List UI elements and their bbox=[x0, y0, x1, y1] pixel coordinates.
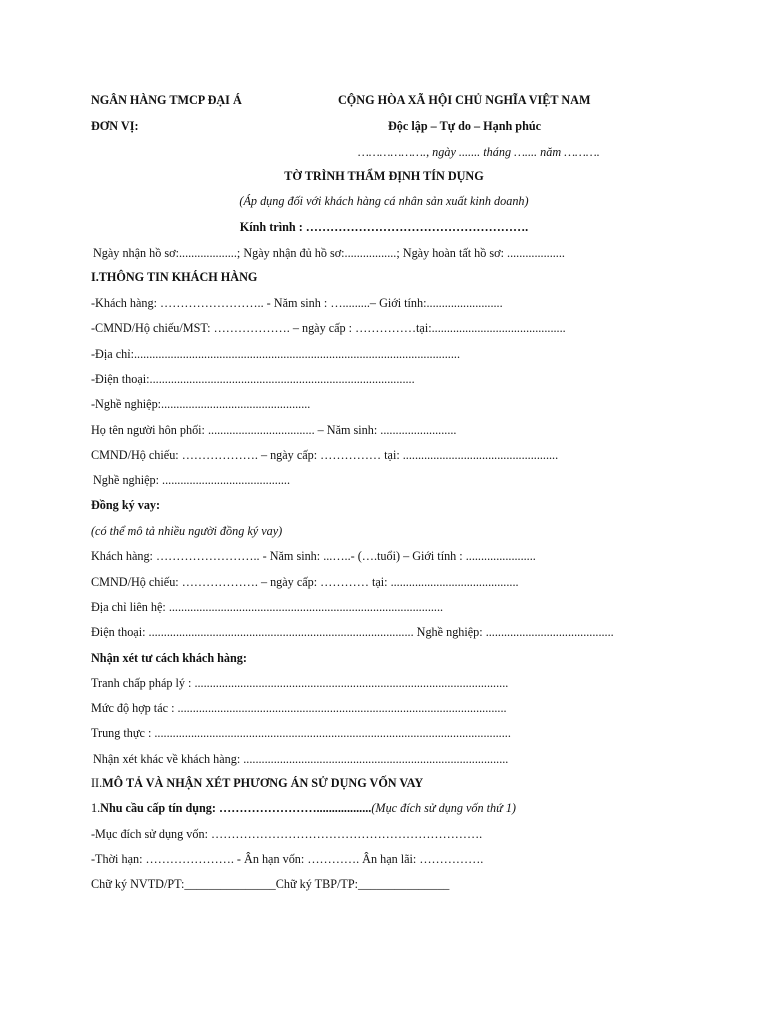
customer-address-line: -Địa chỉ:........................................................................................................... bbox=[91, 347, 460, 361]
addressee-line: Kính trình : ………………………………………………. bbox=[239, 220, 529, 234]
coborrower-phone-line: Điện thoại: ....................................................................................... Nghề nghiệp: .......................................... bbox=[91, 625, 614, 639]
credit-need-note: (Mục đích sử dụng vốn thứ 1) bbox=[371, 801, 516, 815]
bank-name: NGÂN HÀNG TMCP ĐẠI Á bbox=[91, 93, 242, 107]
national-motto: Độc lập – Tự do – Hạnh phúc bbox=[388, 119, 542, 133]
customer-job-line: -Nghề nghiệp:................................................. bbox=[91, 397, 311, 411]
legal-dispute-line: Tranh chấp pháp lý : ....................................................................................................... bbox=[91, 676, 509, 690]
date-line: ………………., ngày ....... tháng ….... năm ………. bbox=[358, 145, 600, 159]
loan-term-line: -Thời hạn: …………………. - Ân hạn vốn: …………. Ân hạn lãi: ……………. bbox=[91, 852, 484, 866]
credit-need-number: 1. bbox=[91, 801, 101, 815]
cooperation-line: Mức độ hợp tác : ............................................................................................................ bbox=[91, 701, 507, 715]
section2-title: MÔ TẢ VÀ NHẬN XÉT PHƯƠNG ÁN SỬ DỤNG VỐN VAY bbox=[102, 776, 424, 790]
spouse-id-line: CMND/Hộ chiếu: ………………. – ngày cấp: …………… tại: ................................................... bbox=[91, 448, 559, 462]
customer-line: -Khách hàng: …………………….. - Năm sinh : ….........– Giới tính:......................... bbox=[91, 296, 503, 310]
honesty-line: Trung thực : ..................................................................................................................... bbox=[91, 726, 511, 740]
customer-id-line: -CMND/Hộ chiếu/MST: ………………. – ngày cấp : ……………tại:............................................ bbox=[91, 321, 566, 335]
document-title: TỜ TRÌNH THẨM ĐỊNH TÍN DỤNG bbox=[284, 169, 484, 183]
section1-heading: I.THÔNG TIN KHÁCH HÀNG bbox=[91, 270, 258, 284]
coborrower-heading: Đồng ký vay: bbox=[91, 498, 161, 512]
customer-phone-line: -Điện thoại:....................................................................................... bbox=[91, 372, 415, 386]
credit-need-label: Nhu cầu cấp tín dụng: …………………….................. bbox=[100, 801, 372, 815]
unit-label: ĐƠN VỊ: bbox=[91, 119, 139, 133]
country-name: CỘNG HÒA XÃ HỘI CHỦ NGHĨA VIỆT NAM bbox=[338, 93, 591, 107]
spouse-job-line: Nghề nghiệp: .......................................... bbox=[93, 473, 291, 487]
receipt-dates: Ngày nhận hồ sơ:...................; Ngày nhận đủ hồ sơ:.................; Ngày hoàn tất hồ sơ: ................... bbox=[93, 246, 565, 260]
coborrower-note: (có thể mô tả nhiều người đồng ký vay) bbox=[91, 524, 283, 538]
coborrower-id-line: CMND/Hộ chiếu: ………………. – ngày cấp: ………… tại: .......................................... bbox=[91, 575, 519, 589]
section2-number: II. bbox=[91, 776, 103, 790]
coborrower-customer-line: Khách hàng: …………………….. - Năm sinh: ...…..- (….tuổi) – Giới tính : ....................... bbox=[91, 549, 536, 563]
spouse-name-line: Họ tên người hôn phối: ................................... – Năm sinh: ......................... bbox=[91, 423, 457, 437]
loan-purpose-line: -Mục đích sử dụng vốn: …………………………………………………………. bbox=[91, 827, 483, 841]
section2-heading bbox=[91, 776, 423, 790]
signature-line: Chữ ký NVTD/PT:_______________Chữ ký TBP/TP:_______________ bbox=[91, 877, 450, 891]
assessment-heading: Nhận xét tư cách khách hàng: bbox=[91, 651, 247, 665]
document-subtitle: (Áp dụng đối với khách hàng cá nhân sản xuất kinh doanh) bbox=[239, 194, 529, 208]
other-remarks-line: Nhận xét khác về khách hàng: ....................................................................................... bbox=[93, 752, 509, 766]
credit-need-line bbox=[91, 801, 516, 815]
coborrower-address-line: Địa chỉ liên hệ: .......................................................................................... bbox=[91, 600, 444, 614]
